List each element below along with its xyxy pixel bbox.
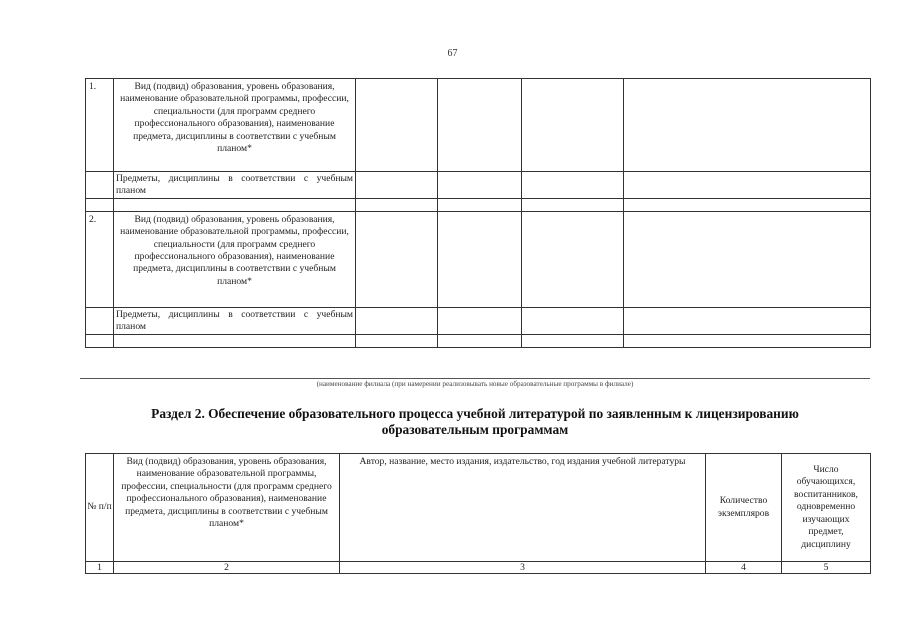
empty-cell: [522, 79, 624, 172]
empty-cell: [522, 172, 624, 199]
empty-cell: [86, 307, 114, 334]
empty-cell: [86, 172, 114, 199]
empty-cell: [624, 79, 871, 172]
column-number: 2: [114, 562, 340, 574]
empty-cell: [624, 211, 871, 307]
column-numbers-row: [86, 562, 871, 574]
column-number: 3: [340, 562, 706, 574]
empty-cell: [624, 172, 871, 199]
table-row: [86, 79, 871, 172]
column-number: 4: [706, 562, 782, 574]
subjects-text: Предметы, дисциплины в соответствии с учебным планом: [116, 173, 353, 197]
table-row: [86, 198, 871, 211]
program-heading-cell: Вид (подвид) образования, уровень образования, наименование образовательной программы, профессии, специальности (для программ среднего профессионального образования), наименование предмета, дисциплины в соответствии с учебным планом*: [114, 211, 356, 307]
empty-cell: [522, 307, 624, 334]
empty-cell: [356, 79, 438, 172]
header-copies-count: Количество экземпляров: [706, 454, 782, 562]
empty-cell: [356, 211, 438, 307]
empty-cell: [522, 211, 624, 307]
subjects-text: Предметы, дисциплины в соответствии с учебным планом: [116, 308, 353, 333]
branch-caption: (наименование филиала (при намерении реализовывать новые образовательные программы в филиале): [316, 380, 634, 388]
literature-table: [85, 453, 871, 574]
column-number: 5: [782, 562, 871, 574]
subjects-cell: [114, 172, 356, 199]
row-number: 2.: [86, 211, 114, 307]
row-number: 1.: [86, 79, 114, 172]
table-row: [86, 211, 871, 307]
empty-cell: [438, 211, 522, 307]
empty-cell: [438, 172, 522, 199]
table-row: [86, 307, 871, 334]
subjects-cell: [114, 307, 356, 334]
column-number: 1: [86, 562, 114, 574]
header-program-kind: Вид (подвид) образования, уровень образования, наименование образовательной программы, профессии, специальности (для программ среднего профессионального образования), наименование предмета, дисциплины в соответствии с учебным планом*: [114, 454, 340, 562]
table-header-row: [86, 454, 871, 562]
literature-table-continued: [85, 78, 871, 348]
empty-cell: [356, 307, 438, 334]
header-students-count: Число обучающихся, воспитанников, одновременно изучающих предмет, дисциплину: [782, 454, 871, 562]
empty-cell: [624, 307, 871, 334]
branch-name-line: [80, 378, 870, 379]
section-title: Раздел 2. Обеспечение образовательного процесса учебной литературой по заявленным к лицензированию образовательным программам: [151, 406, 799, 437]
empty-cell: [438, 307, 522, 334]
empty-cell: [356, 172, 438, 199]
program-heading-cell: Вид (подвид) образования, уровень образования, наименование образовательной программы, профессии, специальности (для программ среднего профессионального образования), наименование предмета, дисциплины в соответствии с учебным планом*: [114, 79, 356, 172]
table-row: [86, 172, 871, 199]
page-number: 67: [447, 48, 458, 59]
table-row: [86, 334, 871, 347]
header-number: № п/п: [86, 454, 114, 562]
header-author-title: Автор, название, место издания, издательство, год издания учебной литературы: [340, 454, 706, 562]
empty-cell: [438, 79, 522, 172]
